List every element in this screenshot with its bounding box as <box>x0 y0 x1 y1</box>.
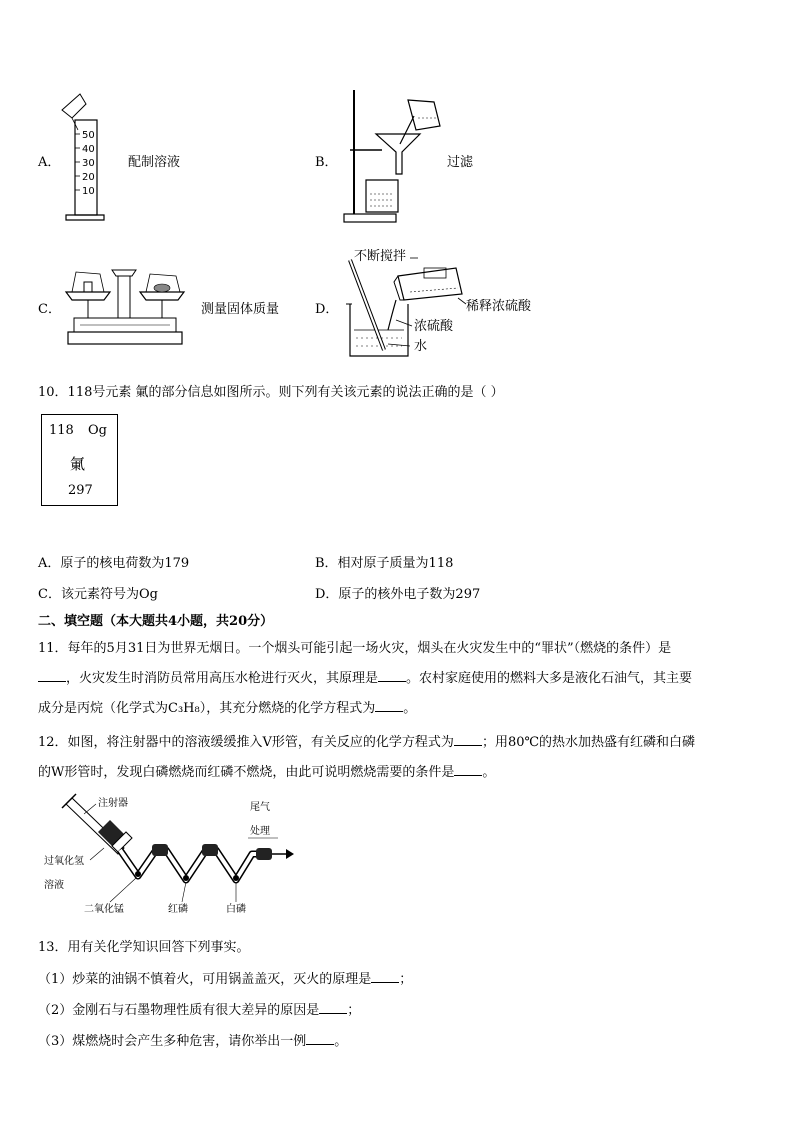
q11-line1: 11．每年的5月31日为世界无烟日。一个烟头可能引起一场火灾，烟头在火灾发生中的“罪状”（燃烧的条件）是 <box>38 641 672 656</box>
element-symbol: Og <box>88 423 107 438</box>
cylinder-tick-label: 20 <box>82 172 95 183</box>
answer-blank[interactable] <box>319 1001 347 1014</box>
filtration-figure <box>340 88 445 228</box>
answer-blank[interactable] <box>38 669 66 682</box>
option-b-letter: B． <box>315 155 338 170</box>
option-d-letter: D． <box>315 302 339 317</box>
q10-option-b: B．相对原子质量为118 <box>315 556 454 571</box>
w-tube-figure <box>40 792 300 920</box>
cylinder-tick-label: 10 <box>82 186 95 197</box>
q12-line1 <box>38 731 695 750</box>
q12-line2 <box>38 761 495 780</box>
option-c-label: 测量固体质量 <box>201 302 280 317</box>
answer-blank[interactable] <box>454 763 482 776</box>
syringe-label: 注射器 <box>98 798 128 809</box>
q13-s2a: （2）金刚石与石墨物理性质有很大差异的原因是 <box>38 1003 320 1018</box>
answer-blank[interactable] <box>371 970 399 983</box>
acid-label: 浓硫酸 <box>414 319 454 334</box>
stir-label: 不断搅拌 <box>354 249 407 264</box>
q11-line3b: 。 <box>403 701 417 716</box>
q11-line3a: 成分是丙烷（化学式为C₃H₈），其充分燃烧的化学方程式为 <box>38 701 376 716</box>
q11-line2 <box>38 667 692 686</box>
peroxide-label-2: 溶液 <box>44 880 64 891</box>
option-b-label: 过滤 <box>447 155 474 170</box>
option-c-letter: C． <box>38 302 61 317</box>
q12-line1a: 12．如图，将注射器中的溶液缓缓推入V形管，有关反应的化学方程式为 <box>38 735 454 750</box>
cylinder-tick-label: 30 <box>82 158 95 169</box>
q12-line2a: 的W形管时，发现白磷燃烧而红磷不燃烧，由此可说明燃烧需要的条件是 <box>38 765 455 780</box>
water-label: 水 <box>414 339 428 354</box>
red-p-label: 红磷 <box>168 904 188 915</box>
tail-gas-label-1: 尾气 <box>250 802 270 813</box>
q13-s3a: （3）煤燃烧时会产生多种危害，请你举出一例 <box>38 1034 307 1049</box>
q13-sub2 <box>38 999 360 1018</box>
q13-s1b: ； <box>399 972 413 987</box>
balance-figure <box>60 262 190 352</box>
option-a-letter: A． <box>38 155 61 170</box>
q11-line3 <box>38 697 416 716</box>
q11-line2b: 。农村家庭使用的燃料大多是液化石油气，其主要 <box>406 671 693 686</box>
graduated-cylinder-figure <box>60 92 110 227</box>
atomic-mass: 297 <box>68 483 93 498</box>
answer-blank[interactable] <box>306 1032 334 1045</box>
mno2-label: 二氧化锰 <box>84 904 124 915</box>
cylinder-tick-label: 40 <box>82 144 95 155</box>
option-a-label: 配制溶液 <box>128 155 181 170</box>
element-card <box>41 414 118 506</box>
q12-line2b: 。 <box>482 765 496 780</box>
q13-s3b: 。 <box>334 1034 348 1049</box>
q10-option-d: D．原子的核外电子数为297 <box>315 587 481 602</box>
element-name: 氭 <box>70 455 86 473</box>
section-title: 二、填空题（本大题共4小题，共20分） <box>38 614 274 629</box>
answer-blank[interactable] <box>378 669 406 682</box>
tail-gas-label-2: 处理 <box>250 826 270 837</box>
q10-option-c: C．该元素符号为Og <box>38 587 158 602</box>
atomic-number: 118 <box>49 423 74 438</box>
q13-s2b: ； <box>347 1003 361 1018</box>
q10-stem: 10．118号元素 氭的部分信息如图所示。则下列有关该元素的说法正确的是（ ） <box>38 385 504 400</box>
answer-blank[interactable] <box>375 699 403 712</box>
q13-sub3 <box>38 1030 347 1049</box>
q12-line1b: ；用80℃的热水加热盛有红磷和白磷 <box>481 735 696 750</box>
cylinder-tick-label: 50 <box>82 130 95 141</box>
q13-stem: 13．用有关化学知识回答下列事实。 <box>38 940 250 955</box>
peroxide-label-1: 过氧化氢 <box>44 856 84 867</box>
q13-s1a: （1）炒菜的油锅不慎着火，可用锅盖盖灭，灭火的原理是 <box>38 972 372 987</box>
white-p-label: 白磷 <box>226 904 246 915</box>
dilute-label: 稀释浓硫酸 <box>466 299 532 314</box>
q11-line2a: ，火灾发生时消防员常用高压水枪进行灭火，其原理是 <box>66 671 379 686</box>
answer-blank[interactable] <box>454 733 482 746</box>
q10-option-a: A．原子的核电荷数为179 <box>38 556 190 571</box>
dilution-figure <box>340 246 550 361</box>
q13-sub1 <box>38 968 412 987</box>
